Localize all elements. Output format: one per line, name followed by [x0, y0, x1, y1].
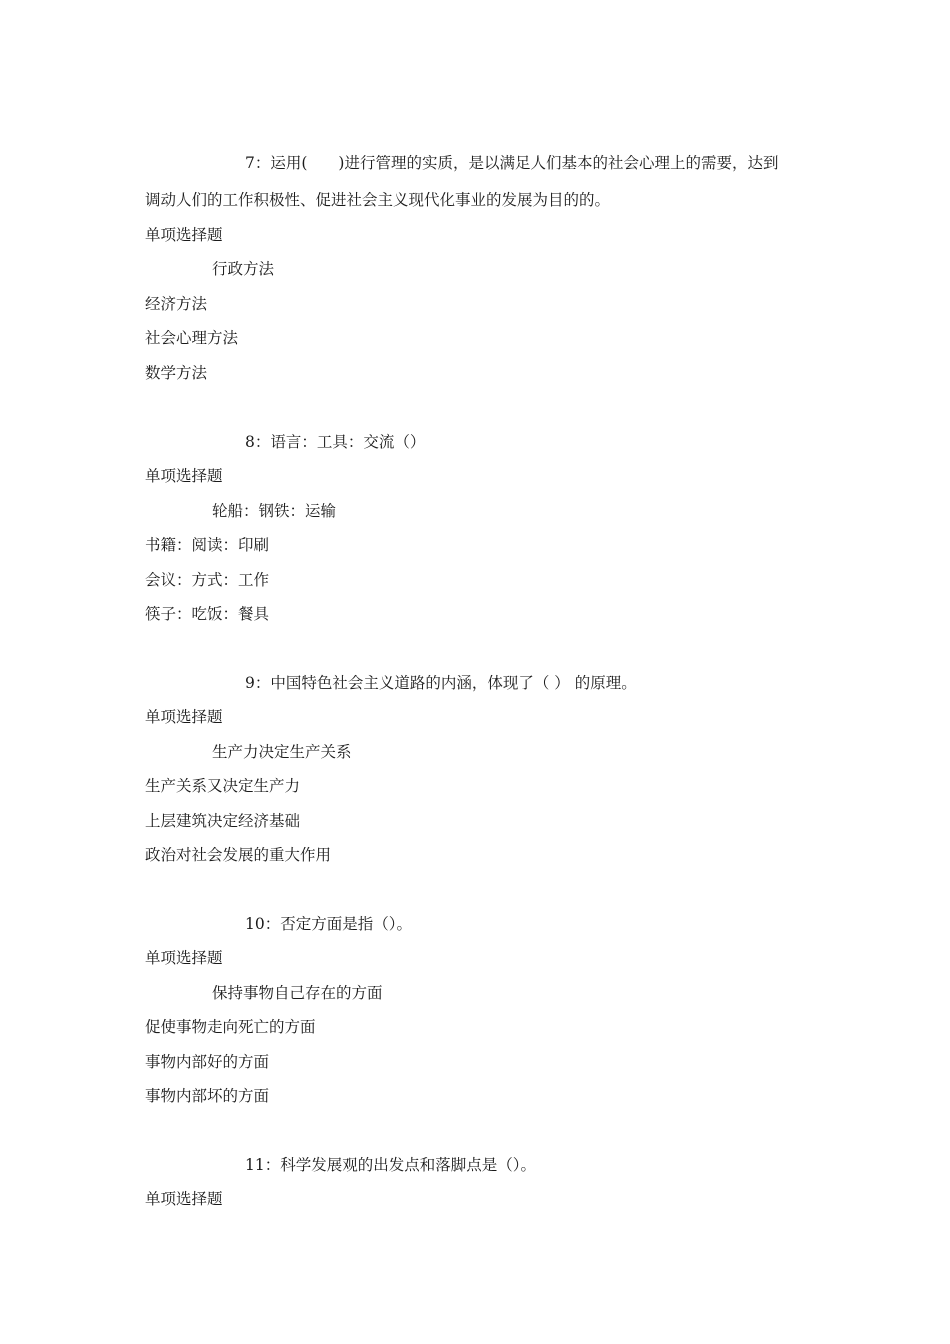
- question-11-stem: 11：科学发展观的出发点和落脚点是（）。: [245, 1156, 536, 1174]
- question-9-option-d: 政治对社会发展的重大作用: [145, 846, 332, 864]
- question-10-option-b: 促使事物走向死亡的方面: [145, 1018, 316, 1036]
- question-7-type: 单项选择题: [145, 226, 223, 244]
- question-9-option-c: 上层建筑决定经济基础: [145, 812, 301, 830]
- question-11-type: 单项选择题: [145, 1190, 223, 1208]
- question-7-stem: 7：运用( )进行管理的实质，是以满足人们基本的社会心理上的需要，达到: [245, 154, 779, 172]
- question-7-option-c: 社会心理方法: [145, 329, 239, 347]
- question-8-option-a: 轮船：钢铁：运输: [212, 502, 337, 520]
- question-10-option-c: 事物内部好的方面: [145, 1053, 270, 1071]
- question-8-option-c: 会议：方式：工作: [145, 571, 270, 589]
- question-9-option-b: 生产关系又决定生产力: [145, 777, 301, 795]
- question-7-option-a: 行政方法: [212, 260, 275, 278]
- question-8-stem: 8：语言：工具：交流（）: [245, 433, 426, 451]
- question-10-option-d: 事物内部坏的方面: [145, 1087, 270, 1105]
- question-7-option-b: 经济方法: [145, 295, 208, 313]
- question-9-option-a: 生产力决定生产关系: [212, 743, 352, 761]
- question-9-stem: 9：中国特色社会主义道路的内涵，体现了（ ） 的原理。: [245, 674, 637, 692]
- question-8-type: 单项选择题: [145, 467, 223, 485]
- question-10-stem: 10：否定方面是指（）。: [245, 915, 412, 933]
- question-8-option-d: 筷子：吃饭：餐具: [145, 605, 270, 623]
- question-7-stem-continuation: 调动人们的工作积极性、促进社会主义现代化事业的发展为目的的。: [145, 191, 611, 209]
- question-7-option-d: 数学方法: [145, 364, 208, 382]
- question-8-option-b: 书籍：阅读：印刷: [145, 536, 270, 554]
- question-10-type: 单项选择题: [145, 949, 223, 967]
- question-10-option-a: 保持事物自己存在的方面: [212, 984, 383, 1002]
- question-9-type: 单项选择题: [145, 708, 223, 726]
